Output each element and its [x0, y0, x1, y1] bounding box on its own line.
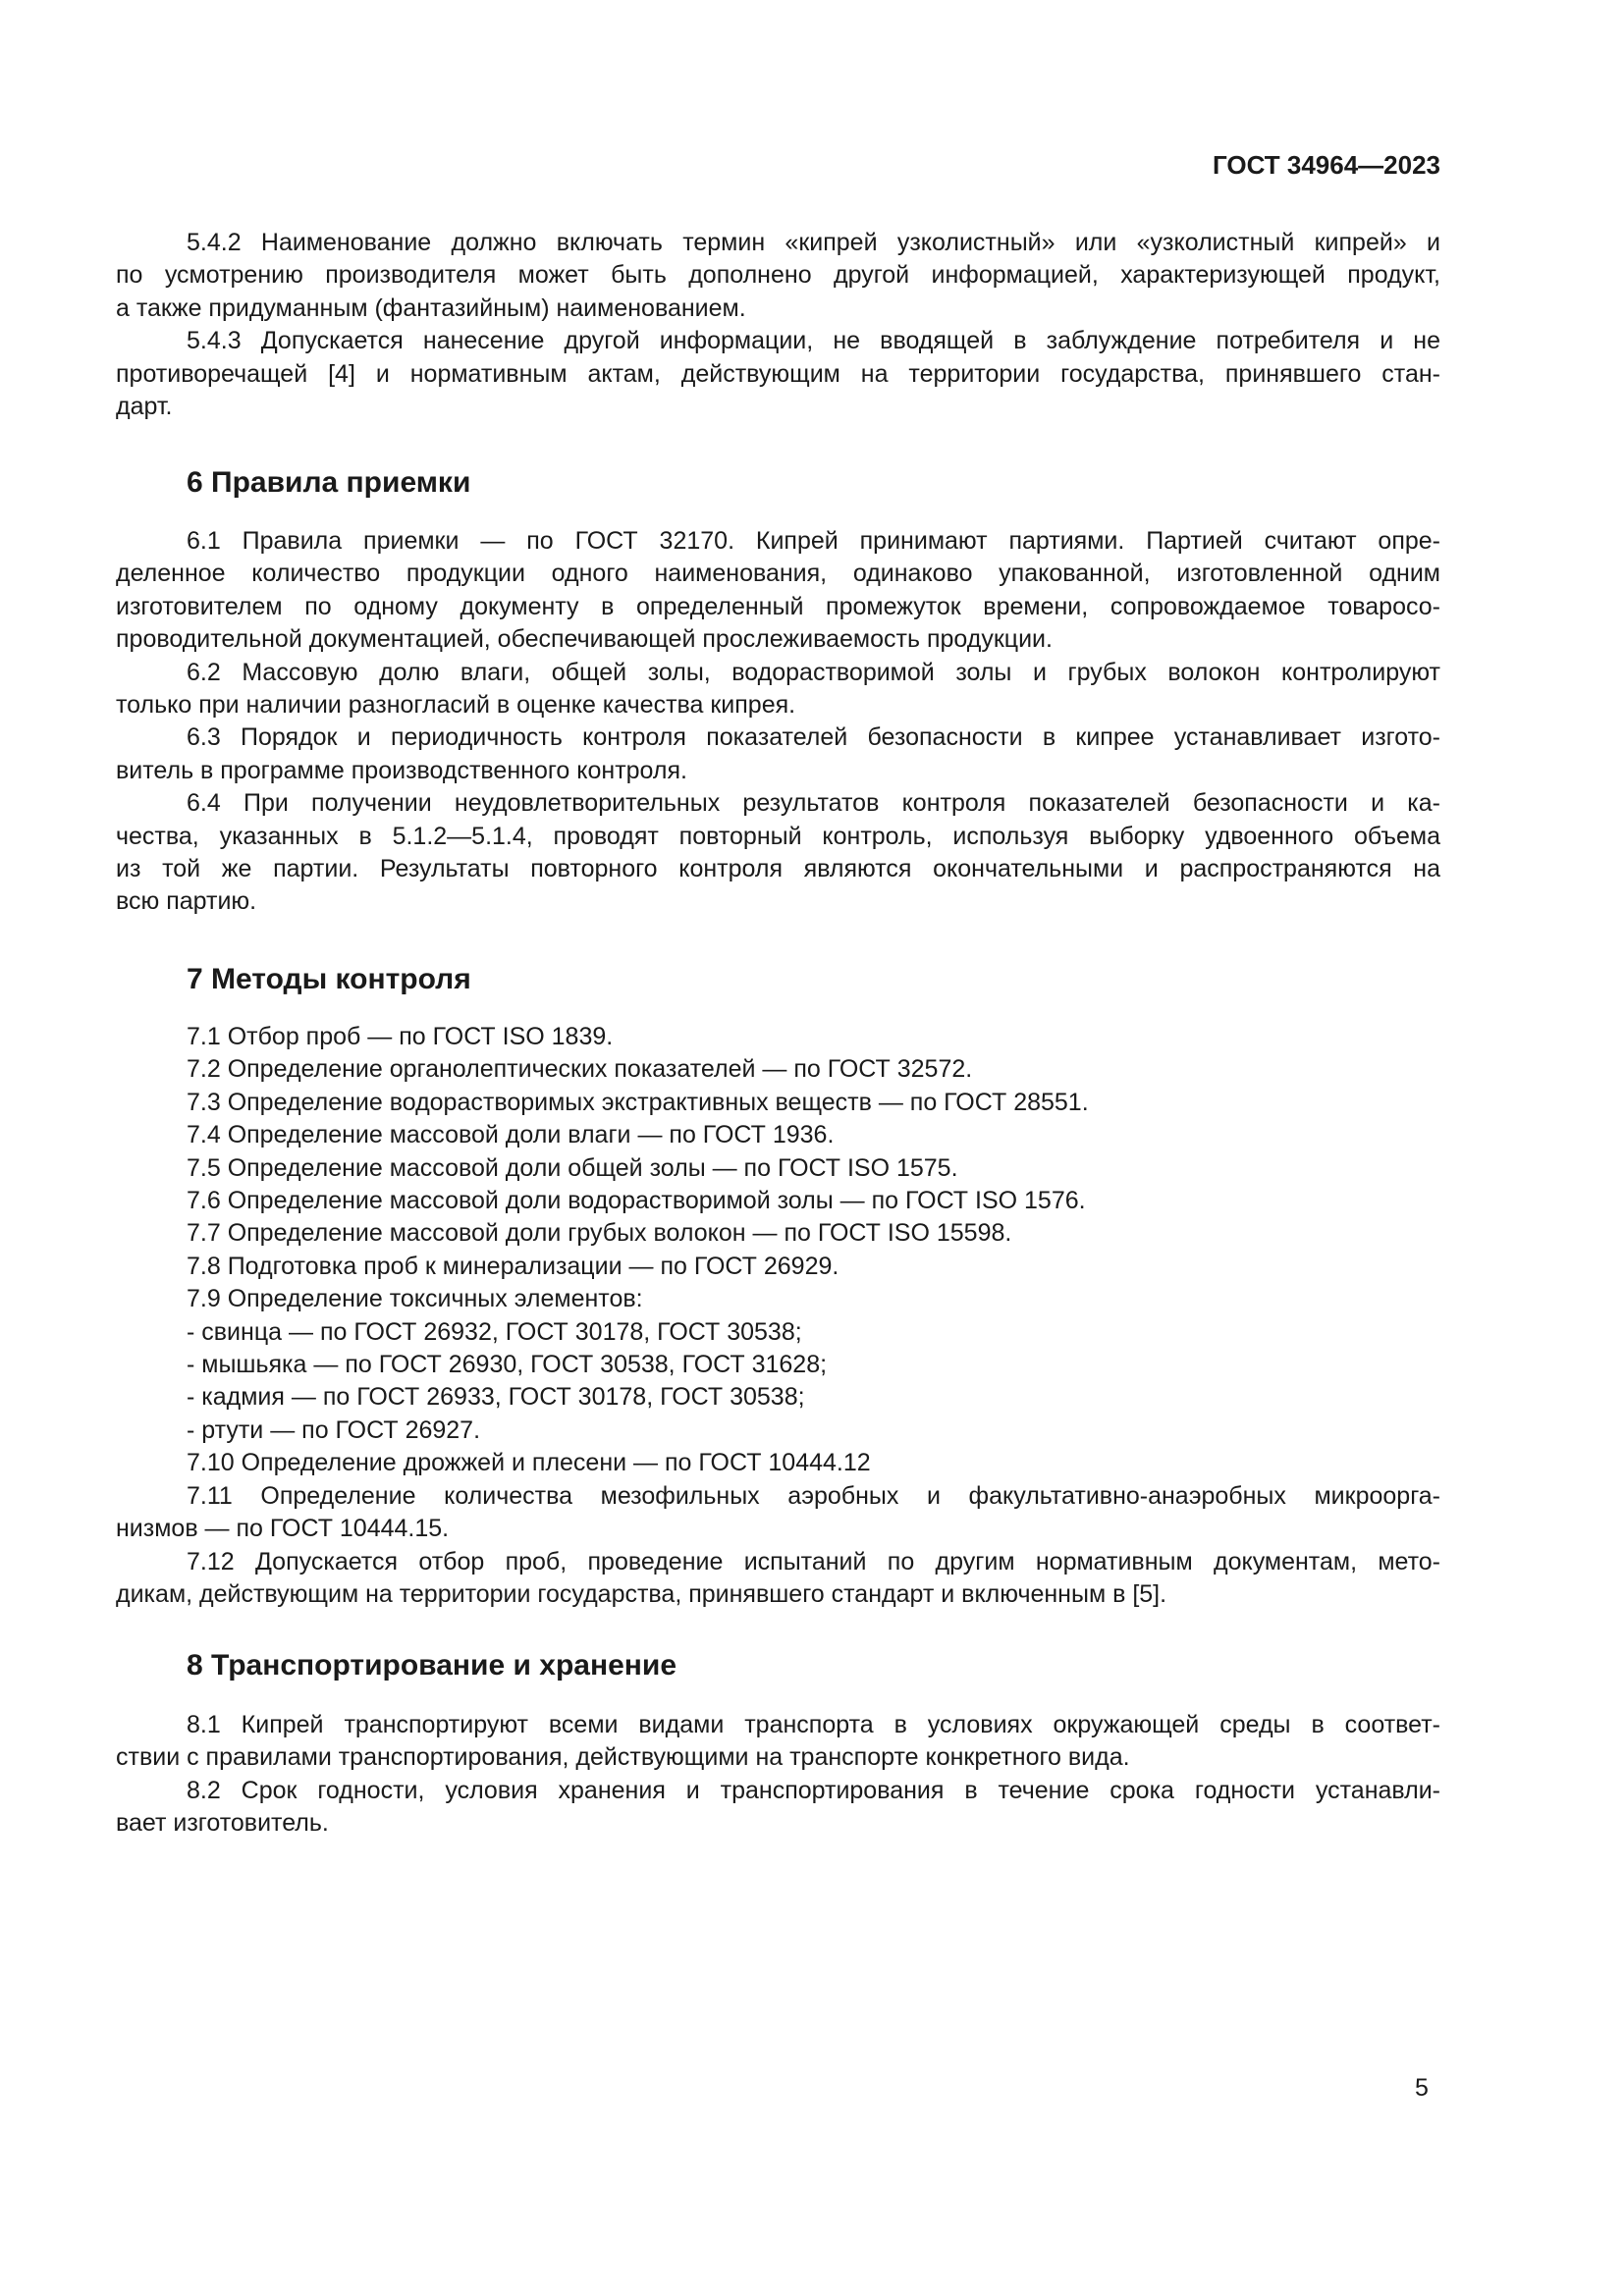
paragraph [116, 1152, 1440, 1185]
text-line: 7.3 Определение водорастворимых экстрактивных веществ — по ГОСТ 28551. [187, 1088, 1089, 1116]
paragraph [116, 1185, 1440, 1217]
text-line: 7.7 Определение массовой доли грубых волокон — по ГОСТ ISO 15598. [187, 1219, 1012, 1248]
section-8-body [116, 1709, 1440, 1841]
text-line: - мышьяка — по ГОСТ 26930, ГОСТ 30538, ГОСТ 31628; [187, 1351, 828, 1379]
paragraph [116, 1480, 1440, 1546]
text-line: 6.3 Порядок и периодичность контроля показателей безопасности в кипрее устанавливает изгото- [187, 723, 1440, 752]
paragraph [116, 1709, 1440, 1775]
text-line: 7.10 Определение дрожжей и плесени — по ГОСТ 10444.12 [187, 1449, 871, 1477]
paragraph [116, 1546, 1440, 1612]
text-line: витель в программе производственного контроля. [116, 756, 687, 784]
text-line: деленное количество продукции одного наименования, одинаково упакованной, изготовленной одним [116, 560, 1440, 588]
paragraph [116, 1087, 1440, 1119]
text-line: 7.9 Определение токсичных элементов: [187, 1285, 643, 1313]
text-line: - кадмия — по ГОСТ 26933, ГОСТ 30178, ГОСТ 30538; [187, 1383, 805, 1412]
document-number-header: ГОСТ 34964—2023 [1213, 150, 1440, 180]
text-line: 8.1 Кипрей транспортируют всеми видами транспорта в условиях окружающей среды в соответ- [187, 1711, 1440, 1738]
paragraph [116, 1447, 1440, 1479]
text-line: - свинца — по ГОСТ 26932, ГОСТ 30178, ГОСТ 30538; [187, 1317, 802, 1346]
paragraph [116, 1775, 1440, 1841]
paragraph [116, 1415, 1440, 1447]
text-line: дарт. [116, 393, 173, 421]
paragraph [116, 1251, 1440, 1283]
text-line: 5.4.2 Наименование должно включать термин «кипрей узколистный» или «узколистный кипрей» и [187, 229, 1440, 256]
text-line: 6.4 При получении неудовлетворительных результатов контроля показателей безопасности и ка- [187, 789, 1440, 818]
text-line: 7.1 Отбор проб — по ГОСТ ISO 1839. [187, 1023, 614, 1050]
text-line: по усмотрению производителя может быть дополнено другой информацией, характеризующей продукт, [116, 261, 1440, 290]
text-line: 7.11 Определение количества мезофильных аэробных и факультативно-анаэробных микроорга- [187, 1481, 1440, 1510]
paragraph [116, 227, 1440, 325]
page-number: 5 [1415, 2074, 1429, 2102]
text-line: 7.4 Определение массовой доли влаги — по ГОСТ 1936. [187, 1121, 835, 1149]
paragraph [116, 1021, 1440, 1053]
text-line: 7.6 Определение массовой доли водорастворимой золы — по ГОСТ ISO 1576. [187, 1187, 1086, 1215]
text-line: 7.2 Определение органолептических показателей — по ГОСТ 32572. [187, 1055, 973, 1084]
text-line: всю партию. [116, 887, 257, 916]
paragraph [116, 657, 1440, 722]
text-line: противоречащей [4] и нормативным актам, действующим на территории государства, принявшего стан- [116, 359, 1440, 388]
text-line: только при наличии разногласий в оценке качества кипрея. [116, 691, 796, 720]
text-line: а также придуманным (фантазийным) наименованием. [116, 294, 746, 322]
text-line: - ртути — по ГОСТ 26927. [187, 1415, 481, 1444]
text-line: из той же партии. Результаты повторного контроля являются окончательными и распространяются на [116, 855, 1440, 883]
text-line: вает изготовитель. [116, 1809, 329, 1838]
text-line: 7.5 Определение массовой доли общей золы — по ГОСТ ISO 1575. [187, 1153, 958, 1182]
text-line: 7.12 Допускается отбор проб, проведение испытаний по другим нормативным документам, мето- [187, 1547, 1440, 1575]
paragraph [116, 1316, 1440, 1349]
paragraph [116, 1119, 1440, 1151]
section-7-body [116, 1021, 1440, 1611]
text-line: проводительной документацией, обеспечивающей прослеживаемость продукции. [116, 625, 1053, 654]
text-line: дикам, действующим на территории государства, принявшего стандарт и включенным в [5]. [116, 1579, 1167, 1608]
section-5-body [116, 227, 1440, 423]
paragraph [116, 721, 1440, 787]
paragraph [116, 325, 1440, 423]
text-line: изготовителем по одному документу в определенный промежуток времени, сопровождаемое товаросо- [116, 592, 1440, 620]
paragraph [116, 1349, 1440, 1381]
text-line: 5.4.3 Допускается нанесение другой информации, не вводящей в заблуждение потребителя и не [187, 327, 1440, 355]
paragraph [116, 1053, 1440, 1086]
paragraph [116, 1217, 1440, 1250]
paragraph [116, 525, 1440, 657]
section-6-body [116, 525, 1440, 919]
paragraph [116, 1381, 1440, 1414]
text-line: 7.8 Подготовка проб к минерализации — по ГОСТ 26929. [187, 1252, 839, 1280]
section-8-heading: 8 Транспортирование и хранение [187, 1649, 677, 1682]
section-7-heading: 7 Методы контроля [187, 963, 471, 995]
text-line: 6.1 Правила приемки — по ГОСТ 32170. Кипрей принимают партиями. Партией считают опре- [187, 527, 1440, 555]
text-line: 6.2 Массовую долю влаги, общей золы, водорастворимой золы и грубых волокон контролируют [187, 658, 1440, 686]
paragraph [116, 1283, 1440, 1315]
section-6-heading: 6 Правила приемки [187, 466, 471, 499]
text-line: низмов — по ГОСТ 10444.15. [116, 1515, 450, 1543]
text-line: ствии с правилами транспортирования, действующими на транспорте конкретного вида. [116, 1743, 1130, 1772]
paragraph [116, 787, 1440, 919]
text-line: чества, указанных в 5.1.2—5.1.4, проводят повторный контроль, используя выборку удвоенного объема [116, 822, 1440, 850]
text-line: 8.2 Срок годности, условия хранения и транспортирования в течение срока годности устанавли- [187, 1776, 1440, 1804]
